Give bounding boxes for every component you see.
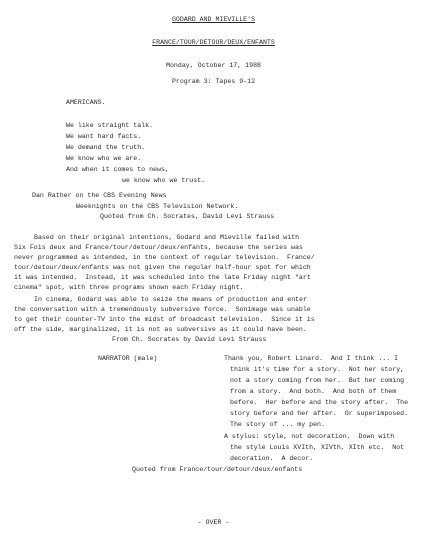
epigraph-line: We know who we are. [66,155,142,162]
epigraph-heading: AMERICANS. [66,99,106,106]
epigraph-line: we know who we trust. [122,177,206,184]
dialogue-line: story before and her after. Or superimposed. [230,410,409,417]
epigraph-line: We demand the truth. [66,144,146,151]
paragraph-line: Based on their original intentions, Godard and Mieville failed with [34,234,300,241]
attribution-line: Quoted from Ch. Socrates, David Levi Strauss [100,213,275,220]
dialogue-line: Thank you, Robert Linard. And I think ... I [224,355,399,362]
epigraph-line: We want hard facts. [66,133,142,140]
speaker-label: NARRATOR (male) [98,355,158,362]
document-subtitle: FRANCE/TOUR/DETOUR/DEUX/ENFANTS [152,39,275,46]
program-line: Program 3: Tapes 9-12 [171,78,256,85]
dialogue-line: before. Her before and the story after. The [230,399,409,406]
paragraph-line: never programmed as intended, in the context of regular television. France/ [14,254,315,261]
dialogue-line: not a story coming from her. But her coming [230,377,405,384]
dialogue-source: Quoted from France/tour/detour/deux/enfants [132,466,303,473]
paragraph-line: off the side, marginalized, it is not as subversive as it could have been. [14,326,307,333]
dialogue-line: decoration. A decor. [230,455,314,462]
paragraph-line: cinema" spot, with three programs shown each Friday night. [14,284,244,291]
dialogue-line: the style Louis XVIth, XIVth, XIth etc. Not [230,444,405,451]
dialogue-line: A stylus: style, not decoration. Down with [224,433,395,440]
page-footer: - OVER - [197,519,230,526]
date-line: Monday, October 17, 1988 [166,62,261,69]
document-title: GODARD AND MIEVILLE'S [171,16,256,23]
paragraph-line: In cinema, Godard was able to seize the means of production and enter [34,296,308,303]
attribution-line: Dan Rather on the CBS Evening News [32,192,167,199]
dialogue-line: The story of ... my pen. [230,421,325,428]
paragraph-line: Six Fois deux and France/tour/detour/deux/enfants, because the series was [14,244,303,251]
paragraph-source: From Ch. Socrates by David Levi Strauss [112,336,267,343]
epigraph-line: And when it comes to news, [66,166,169,173]
paragraph-line: to get their counter-TV into the midst of broadcast television. Since it is [14,316,315,323]
attribution-line: Weeknights on the CBS Television Network. [76,203,239,210]
dialogue-line: from a story. And both. And both of them [230,388,397,395]
dialogue-line: think it's time for a story. Not her story, [230,366,405,373]
paragraph-line: tour/detour/deux/enfants was not given the regular half-hour spot for which [14,264,311,271]
epigraph-line: We like straight talk. [66,122,154,129]
paragraph-line: the conversation with a tremendously subversive force. Sonimage was unable [14,306,311,313]
paragraph-line: it was intended. Instead, it was scheduled into the late Friday night "art [14,274,311,281]
